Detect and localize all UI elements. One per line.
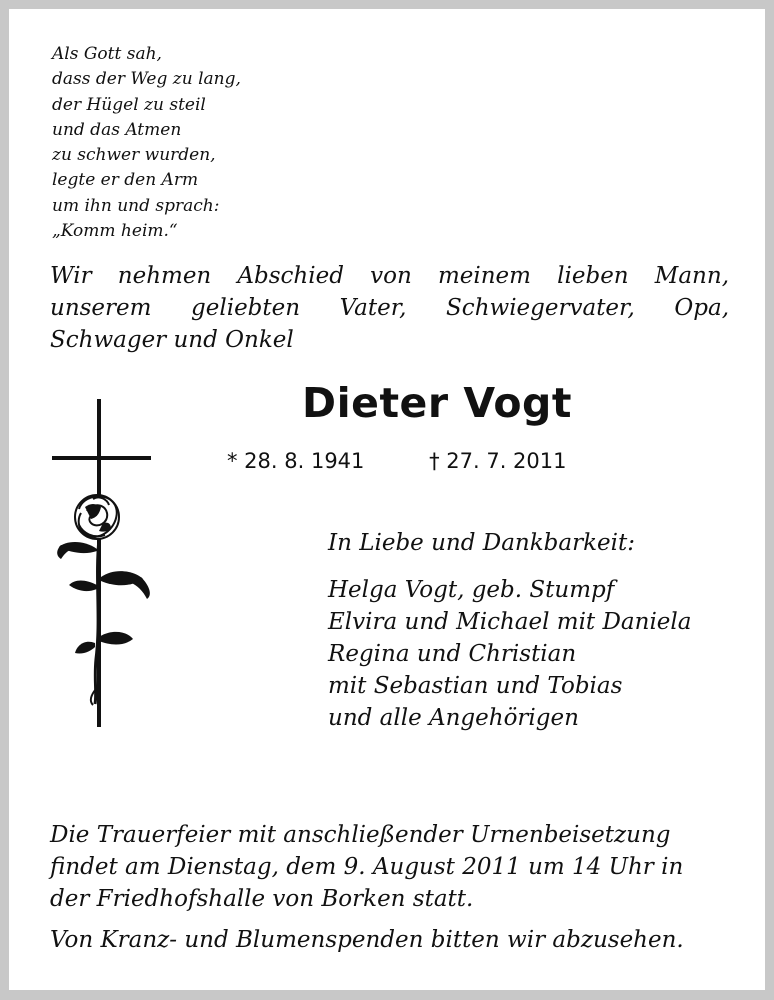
poem-line: Als Gott sah,: [52, 44, 162, 64]
deceased-name: Dieter Vogt: [302, 379, 572, 427]
mourners-list: [328, 574, 692, 734]
flowers-note: Von Kranz- und Blumenspenden bitten wir abzusehen.: [50, 927, 684, 953]
poem-line: der Hügel zu steil: [52, 94, 206, 115]
poem-line: um ihn und sprach:: [52, 195, 220, 216]
ceremony-line: Die Trauerfeier mit anschließender Urnenbeisetzung: [50, 822, 671, 848]
poem-line: und das Atmen: [52, 119, 182, 140]
intro-line: Schwager und Onkel: [50, 327, 294, 353]
mourner-line: Regina und Christian: [328, 641, 577, 667]
obituary-card: [9, 9, 765, 990]
poem-line: dass der Weg zu lang,: [52, 69, 241, 90]
life-dates: [227, 449, 567, 473]
poem: [52, 42, 241, 244]
mourners-heading: In Liebe und Dankbarkeit:: [328, 530, 635, 556]
death-date: † 27. 7. 2011: [429, 449, 567, 473]
poem-line: zu schwer wurden,: [52, 145, 216, 166]
birth-date: * 28. 8. 1941: [227, 449, 365, 473]
ceremony-line: der Friedhofshalle von Borken statt.: [50, 886, 474, 912]
poem-line: „Komm heim.“: [52, 221, 178, 242]
mourner-line: Helga Vogt, geb. Stumpf: [328, 577, 615, 603]
mourner-line: mit Sebastian und Tobias: [328, 673, 623, 699]
mourner-line: Elvira und Michael mit Daniela: [328, 609, 692, 635]
intro-line: unserem geliebten Vater, Schwiegervater, Opa,: [50, 295, 729, 321]
poem-line: legte er den Arm: [52, 170, 199, 191]
intro-line: Wir nehmen Abschied von meinem lieben Mann,: [50, 263, 729, 289]
cross-rose-icon: [49, 399, 159, 739]
mourner-line: und alle Angehörigen: [328, 705, 579, 731]
ceremony-info: [50, 819, 728, 915]
farewell-intro: [50, 260, 729, 356]
ceremony-line: findet am Dienstag, dem 9. August 2011 um 14 Uhr in: [50, 854, 684, 880]
